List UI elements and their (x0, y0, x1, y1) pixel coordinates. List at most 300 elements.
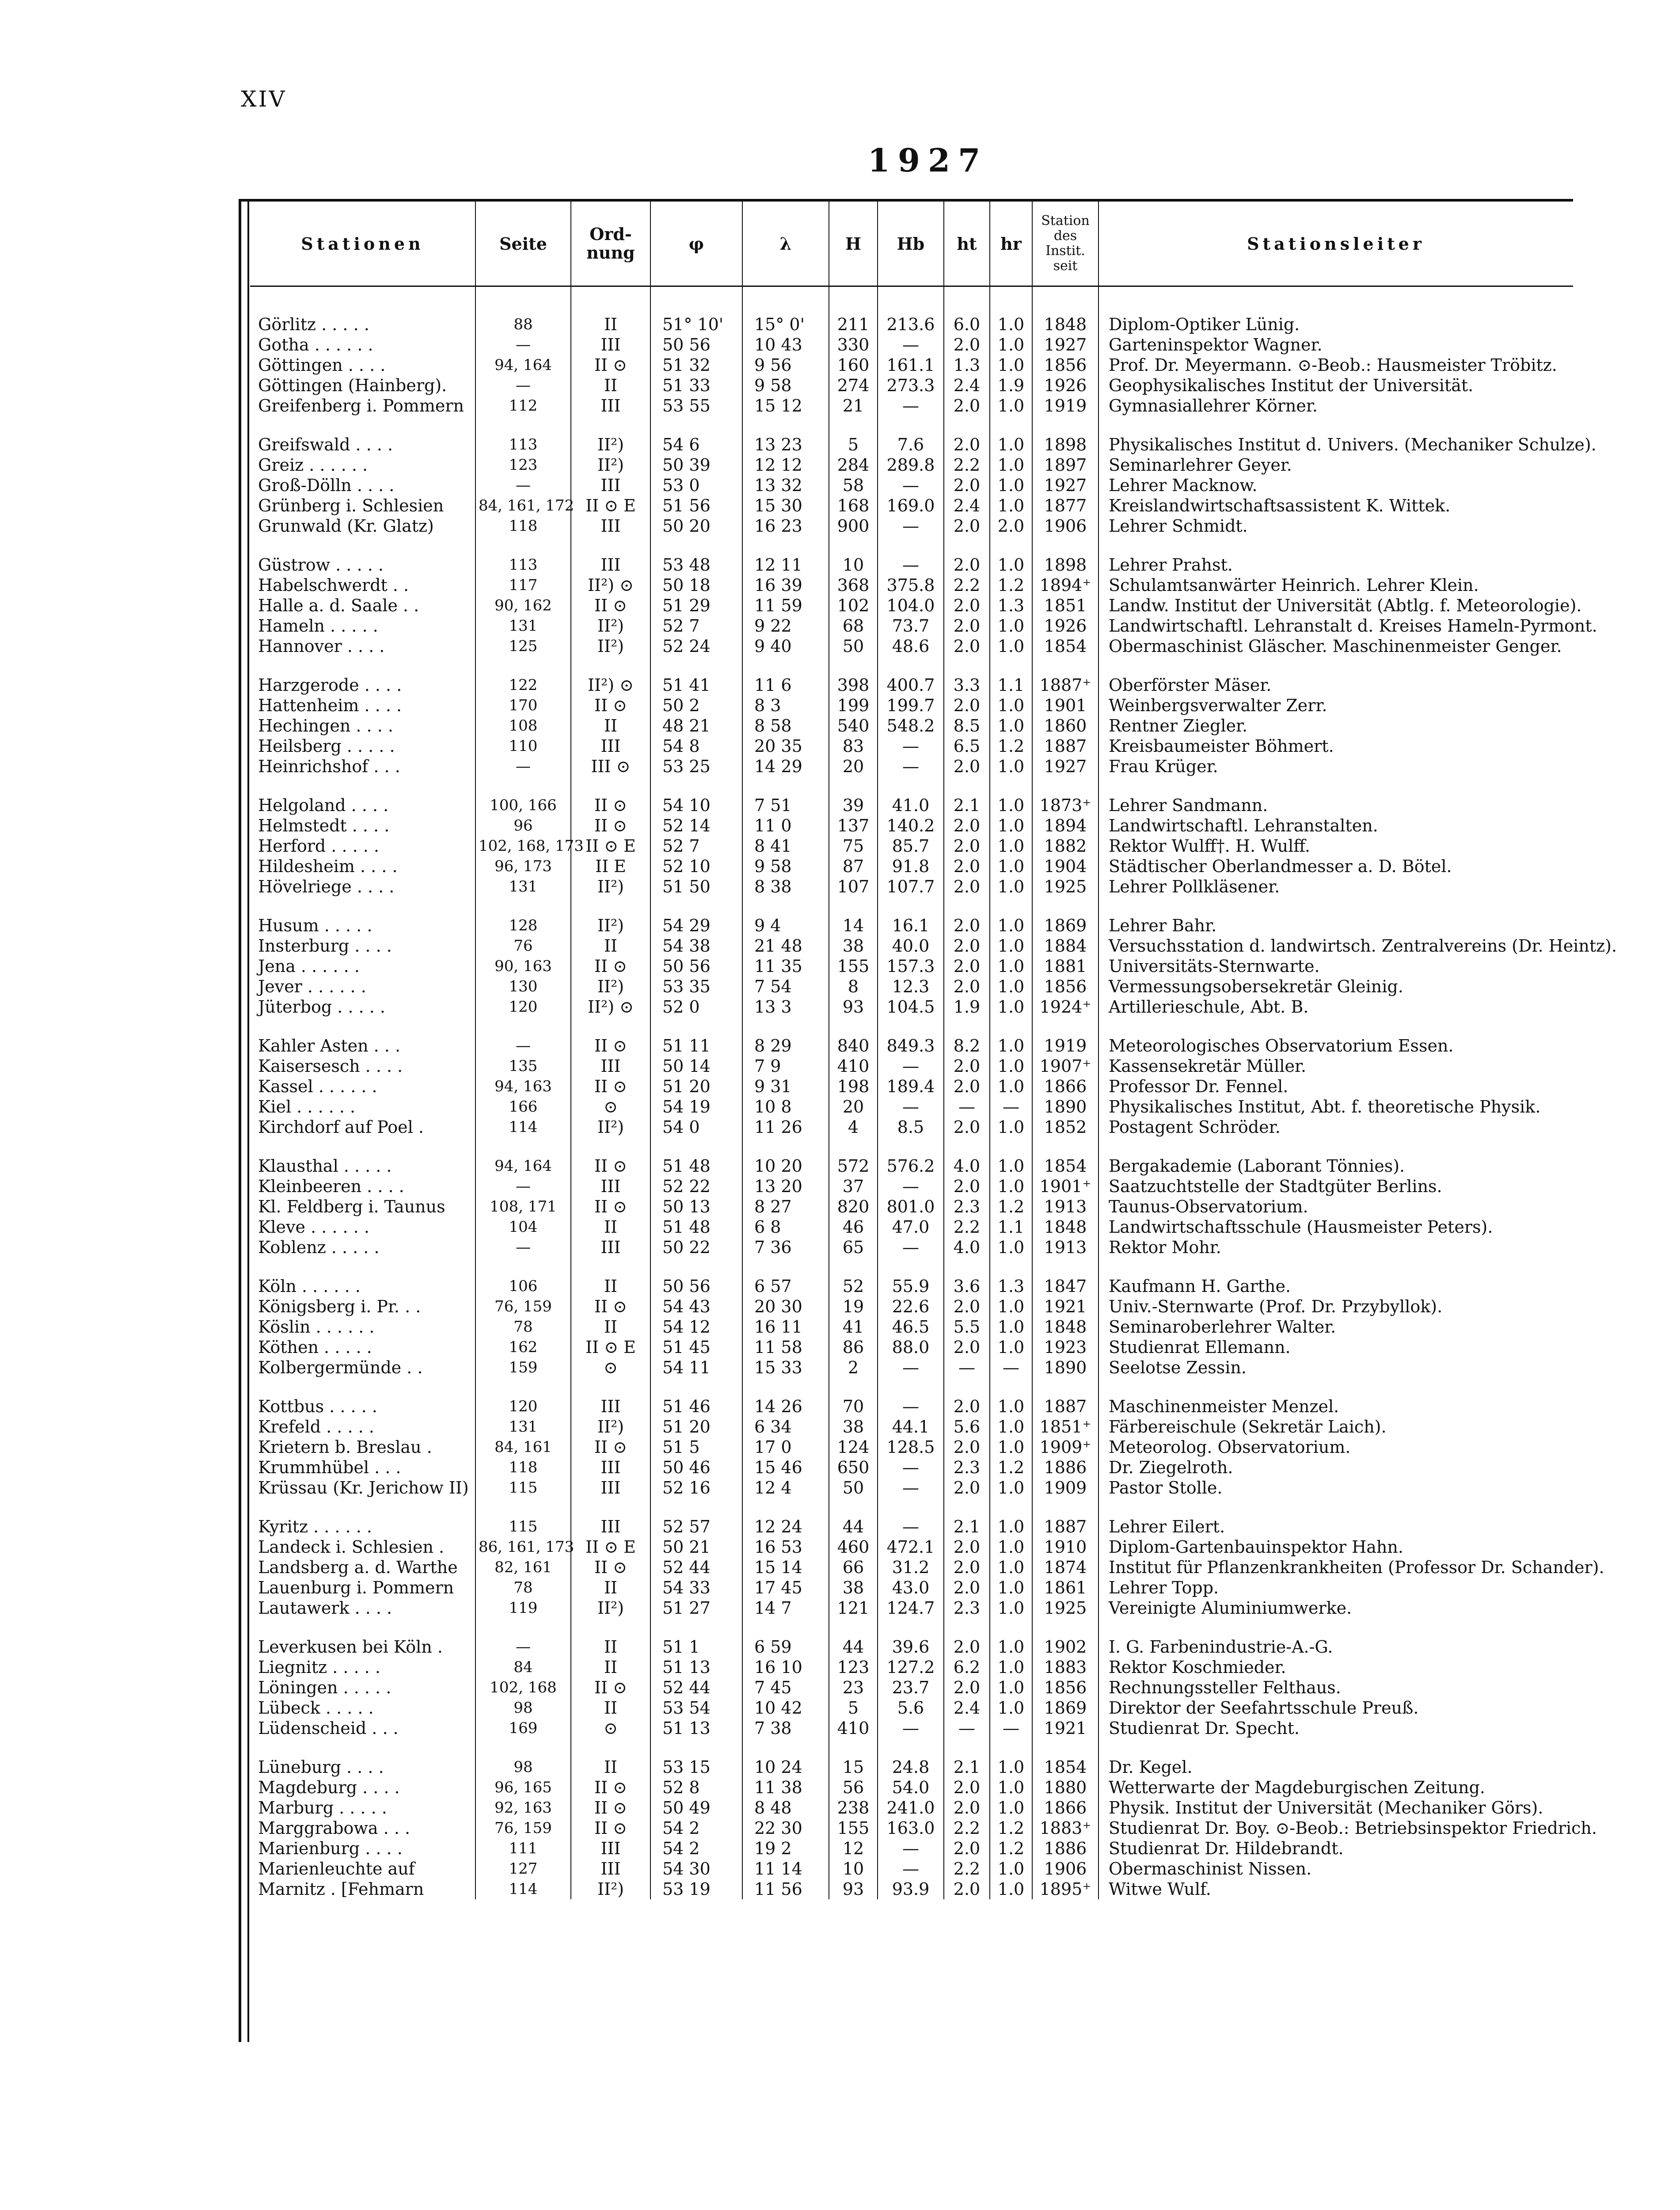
table-row (250, 1337, 1573, 1357)
spacer-cell (571, 1618, 650, 1637)
table-row (250, 1718, 1573, 1738)
spacer-cell (990, 1738, 1032, 1757)
spacer-cell (475, 1738, 571, 1757)
spacer-cell (742, 1618, 829, 1637)
spacer-cell (1098, 1137, 1573, 1156)
height-h: 38 (829, 1577, 878, 1598)
height-h: 160 (829, 355, 878, 375)
table-row (250, 375, 1573, 396)
height-hb: 124.7 (878, 1598, 944, 1618)
longitude: 15 33 (742, 1357, 829, 1378)
spacer-cell (250, 1738, 475, 1757)
longitude: 16 10 (742, 1657, 829, 1677)
station-leader: Univ.-Sternwarte (Prof. Dr. Przybyllok). (1109, 1297, 1443, 1316)
spacer-cell (1098, 1257, 1573, 1276)
height-h: 572 (829, 1156, 878, 1176)
spacer-cell (1098, 656, 1573, 675)
height-ht: 2.0 (944, 1838, 990, 1859)
longitude: 9 22 (742, 616, 829, 636)
spacer-cell (475, 897, 571, 915)
spacer-cell (1098, 897, 1573, 915)
station-name: Kaisersesch . . . . (250, 1056, 475, 1076)
station-name: Lüneburg . . . . (250, 1757, 475, 1777)
table-row (250, 936, 1573, 956)
spacer-cell (250, 1378, 475, 1396)
height-hb: 472.1 (878, 1537, 944, 1557)
spacer-cell (944, 1618, 990, 1637)
station-leader: Städtischer Oberlandmesser a. D. Bötel. (1109, 857, 1452, 876)
ordnung: II ⊙ (571, 1798, 650, 1818)
spacer-cell (571, 1378, 650, 1396)
station-leader: Weinbergsverwalter Zerr. (1109, 696, 1327, 715)
station-name: Magdeburg . . . . (250, 1777, 475, 1798)
col-header-hr: hr (990, 202, 1032, 286)
height-h: 410 (829, 1718, 878, 1738)
height-hb: 104.5 (878, 997, 944, 1017)
height-ht: 2.0 (944, 516, 990, 536)
height-hr: 1.0 (990, 475, 1032, 495)
spacer-cell (1098, 1378, 1573, 1396)
station-leader: Kaufmann H. Garthe. (1109, 1276, 1291, 1296)
height-hb: 5.6 (878, 1698, 944, 1718)
table-row (250, 1677, 1573, 1698)
height-h: 86 (829, 1337, 878, 1357)
ordnung: II ⊙ (571, 355, 650, 375)
spacer-cell (742, 416, 829, 434)
longitude: 16 23 (742, 516, 829, 536)
height-ht: 2.0 (944, 1677, 990, 1698)
height-h: 4 (829, 1117, 878, 1137)
station-leader: Obermaschinist Nissen. (1109, 1859, 1312, 1878)
height-h: 70 (829, 1396, 878, 1417)
height-hr: 1.0 (990, 616, 1032, 636)
spacer-cell (475, 1378, 571, 1396)
station-leader: Frau Krüger. (1109, 757, 1218, 776)
spacer-cell (878, 416, 944, 434)
ordnung: III (571, 1237, 650, 1257)
longitude: 16 39 (742, 575, 829, 595)
height-hr: 1.0 (990, 1677, 1032, 1698)
spacer-cell (250, 1498, 475, 1517)
spacer-cell (475, 1618, 571, 1637)
height-hr: 1.0 (990, 434, 1032, 455)
height-ht: 2.0 (944, 396, 990, 416)
station-leader: Lehrer Prahst. (1109, 555, 1233, 575)
station-since: 1927 (1032, 756, 1098, 777)
station-since: 1906 (1032, 516, 1098, 536)
table-row (250, 1478, 1573, 1498)
station-leader: Physik. Institut der Universität (Mechaniker Görs). (1109, 1798, 1543, 1818)
table-row (250, 1517, 1573, 1537)
longitude: 17 45 (742, 1577, 829, 1598)
table-row (250, 335, 1573, 355)
height-ht: 2.2 (944, 455, 990, 475)
height-hb: — (878, 1457, 944, 1478)
station-leader: Lehrer Sandmann. (1109, 796, 1268, 815)
station-name: Herford . . . . . (250, 836, 475, 856)
table-row (250, 355, 1573, 375)
latitude: 48 21 (650, 716, 742, 736)
page-ref: 131 (475, 616, 571, 636)
station-since: 1880 (1032, 1777, 1098, 1798)
height-hr: 1.2 (990, 1196, 1032, 1217)
table-row (250, 1076, 1573, 1097)
longitude: 9 58 (742, 375, 829, 396)
height-ht: 2.0 (944, 976, 990, 997)
height-ht: 2.0 (944, 1557, 990, 1577)
latitude: 54 33 (650, 1577, 742, 1598)
station-name: Köslin . . . . . . (250, 1317, 475, 1337)
station-leader: Obermaschinist Gläscher. Maschinenmeister Genger. (1109, 636, 1562, 656)
height-h: 56 (829, 1777, 878, 1798)
height-h: 284 (829, 455, 878, 475)
height-h: 330 (829, 335, 878, 355)
height-ht: 2.0 (944, 335, 990, 355)
ordnung: III (571, 736, 650, 756)
spacer-cell (829, 286, 878, 315)
height-hb: 12.3 (878, 976, 944, 997)
longitude: 16 53 (742, 1537, 829, 1557)
station-leader: Kassensekretär Müller. (1109, 1056, 1307, 1076)
ordnung: II (571, 1217, 650, 1237)
table-row (250, 1798, 1573, 1818)
ordnung: ⊙ (571, 1718, 650, 1738)
page-ref: 96, 165 (475, 1777, 571, 1798)
ordnung: II²) (571, 1879, 650, 1899)
spacer-cell (250, 1017, 475, 1036)
height-h: 14 (829, 915, 878, 936)
height-h: 155 (829, 956, 878, 976)
ordnung: II ⊙ (571, 815, 650, 836)
longitude: 9 58 (742, 856, 829, 876)
height-h: 274 (829, 375, 878, 396)
height-hr: 1.0 (990, 856, 1032, 876)
height-hr: 1.0 (990, 716, 1032, 736)
height-ht: 2.0 (944, 815, 990, 836)
spacer-cell (1098, 1738, 1573, 1757)
height-h: 107 (829, 876, 878, 897)
table-row (250, 1217, 1573, 1237)
height-h: 198 (829, 1076, 878, 1097)
station-name: Hannover . . . . (250, 636, 475, 656)
height-hr: 1.0 (990, 1396, 1032, 1417)
spacer-cell (1098, 777, 1573, 795)
station-since: 1877 (1032, 495, 1098, 516)
station-name: Lauenburg i. Pommern (250, 1577, 475, 1598)
page-ref: 135 (475, 1056, 571, 1076)
page-ref: 128 (475, 915, 571, 936)
spacer-cell (742, 777, 829, 795)
spacer-cell (1032, 777, 1098, 795)
station-name: Marienburg . . . . (250, 1838, 475, 1859)
height-hr: 1.0 (990, 1317, 1032, 1337)
col-header-hb: Hb (878, 202, 944, 286)
table-row (250, 1317, 1573, 1337)
latitude: 51 20 (650, 1417, 742, 1437)
page-ref: 92, 163 (475, 1798, 571, 1818)
ordnung: II²) (571, 616, 650, 636)
height-hr: — (990, 1718, 1032, 1738)
height-hr: 1.0 (990, 695, 1032, 716)
spacer-cell (944, 897, 990, 915)
latitude: 50 13 (650, 1196, 742, 1217)
ordnung: III (571, 555, 650, 575)
longitude: 9 56 (742, 355, 829, 375)
ordnung: III (571, 475, 650, 495)
station-since: 1902 (1032, 1637, 1098, 1657)
page-ref: 118 (475, 1457, 571, 1478)
station-name: Kassel . . . . . . (250, 1076, 475, 1097)
latitude: 50 56 (650, 335, 742, 355)
station-leader: Färbereischule (Sekretär Laich). (1109, 1417, 1387, 1436)
height-hr: 1.2 (990, 1838, 1032, 1859)
station-since: 1925 (1032, 876, 1098, 897)
station-name: Lautawerk . . . . (250, 1598, 475, 1618)
latitude: 50 39 (650, 455, 742, 475)
height-ht: 2.0 (944, 1337, 990, 1357)
longitude: 7 51 (742, 795, 829, 815)
ordnung: II (571, 716, 650, 736)
height-hr: 1.0 (990, 455, 1032, 475)
page-ref: 88 (475, 314, 571, 335)
station-since: 1901 (1032, 695, 1098, 716)
latitude: 54 6 (650, 434, 742, 455)
station-name: Hechingen . . . . (250, 716, 475, 736)
station-leader: Maschinenmeister Menzel. (1109, 1397, 1339, 1416)
height-hb: 46.5 (878, 1317, 944, 1337)
height-hb: 8.5 (878, 1117, 944, 1137)
height-hr: 1.0 (990, 1076, 1032, 1097)
latitude: 51 45 (650, 1337, 742, 1357)
station-name: Kirchdorf auf Poel . (250, 1117, 475, 1137)
station-leader: Seminarlehrer Geyer. (1109, 455, 1292, 475)
station-since: 1909 (1032, 1478, 1098, 1498)
station-leader: Landwirtschaftl. Lehranstalt d. Kreises Hameln-Pyrmont. (1109, 616, 1597, 636)
table-row (250, 976, 1573, 997)
spacer-cell (878, 1017, 944, 1036)
col-header-stationen: Stationen (250, 202, 475, 286)
height-hr: 1.0 (990, 1537, 1032, 1557)
height-ht: 8.5 (944, 716, 990, 736)
page-ref: 84 (475, 1657, 571, 1677)
longitude: 6 57 (742, 1276, 829, 1296)
station-name: Greiz . . . . . . (250, 455, 475, 475)
row-spacer (250, 1378, 1573, 1396)
table-row (250, 1537, 1573, 1557)
station-since: 1913 (1032, 1196, 1098, 1217)
spacer-cell (475, 1017, 571, 1036)
height-hb: 47.0 (878, 1217, 944, 1237)
height-ht: — (944, 1097, 990, 1117)
longitude: 9 31 (742, 1076, 829, 1097)
table-row (250, 716, 1573, 736)
height-h: 2 (829, 1357, 878, 1378)
page-ref: 94, 163 (475, 1076, 571, 1097)
page-ref: 120 (475, 1396, 571, 1417)
height-ht: 2.0 (944, 1296, 990, 1317)
page-ref: 118 (475, 516, 571, 536)
height-hb: 199.7 (878, 695, 944, 716)
height-h: 124 (829, 1437, 878, 1457)
height-hr: 1.3 (990, 1276, 1032, 1296)
table-row (250, 475, 1573, 495)
latitude: 54 30 (650, 1859, 742, 1879)
height-hr: 1.0 (990, 1777, 1032, 1798)
spacer-cell (878, 536, 944, 555)
page-ref: 96, 173 (475, 856, 571, 876)
latitude: 53 35 (650, 976, 742, 997)
row-spacer (250, 1017, 1573, 1036)
station-since: 1847 (1032, 1276, 1098, 1296)
ordnung: II ⊙ (571, 1036, 650, 1056)
longitude: 14 26 (742, 1396, 829, 1417)
table-row (250, 1818, 1573, 1838)
table-body (250, 286, 1617, 1900)
station-name: Habelschwerdt . . (250, 575, 475, 595)
table-row (250, 1437, 1573, 1457)
latitude: 50 49 (650, 1798, 742, 1818)
height-hr: 1.2 (990, 575, 1032, 595)
station-since: 1848 (1032, 1217, 1098, 1237)
station-table (250, 202, 1617, 1899)
spacer-cell (878, 1378, 944, 1396)
station-name: Kiel . . . . . . (250, 1097, 475, 1117)
station-since: 1921 (1032, 1296, 1098, 1317)
latitude: 51 20 (650, 1076, 742, 1097)
station-leader: Lehrer Schmidt. (1109, 516, 1248, 536)
height-hb: 241.0 (878, 1798, 944, 1818)
height-hb: 23.7 (878, 1677, 944, 1698)
station-since: 1904 (1032, 856, 1098, 876)
station-name: Jever . . . . . . (250, 976, 475, 997)
height-hr: 1.0 (990, 795, 1032, 815)
longitude: 6 59 (742, 1637, 829, 1657)
height-ht: 3.6 (944, 1276, 990, 1296)
spacer-cell (944, 777, 990, 795)
spacer-cell (990, 656, 1032, 675)
height-hr: 1.0 (990, 1879, 1032, 1899)
height-ht: 2.2 (944, 1217, 990, 1237)
station-leader: Witwe Wulf. (1109, 1879, 1211, 1899)
height-h: 5 (829, 1698, 878, 1718)
station-name: Hildesheim . . . . (250, 856, 475, 876)
spacer-cell (475, 536, 571, 555)
page-ref: — (475, 375, 571, 396)
longitude: 11 14 (742, 1859, 829, 1879)
height-ht: 2.0 (944, 555, 990, 575)
station-since: 1926 (1032, 375, 1098, 396)
height-ht: 6.2 (944, 1657, 990, 1677)
ordnung: II (571, 314, 650, 335)
spacer-cell (250, 1618, 475, 1637)
longitude: 10 24 (742, 1757, 829, 1777)
station-name: Kyritz . . . . . . (250, 1517, 475, 1537)
table-row (250, 1396, 1573, 1417)
height-h: 820 (829, 1196, 878, 1217)
longitude: 7 9 (742, 1056, 829, 1076)
station-leader: Taunus-Observatorium. (1109, 1197, 1308, 1216)
height-ht: 2.0 (944, 1117, 990, 1137)
spacer-cell (250, 1257, 475, 1276)
spacer-cell (829, 656, 878, 675)
height-hr: 1.0 (990, 1478, 1032, 1498)
spacer-cell (829, 1378, 878, 1396)
station-since: 1856 (1032, 1677, 1098, 1698)
longitude: 15 14 (742, 1557, 829, 1577)
latitude: 54 0 (650, 1117, 742, 1137)
row-spacer (250, 1498, 1573, 1517)
ordnung: II ⊙ E (571, 1537, 650, 1557)
height-hb: — (878, 1517, 944, 1537)
height-ht: 2.0 (944, 434, 990, 455)
station-name: Grünberg i. Schlesien (250, 495, 475, 516)
longitude: 8 38 (742, 876, 829, 897)
height-hr: 1.0 (990, 1598, 1032, 1618)
ordnung: II ⊙ (571, 1196, 650, 1217)
page-ref: 90, 162 (475, 595, 571, 616)
latitude: 54 12 (650, 1317, 742, 1337)
latitude: 50 20 (650, 516, 742, 536)
station-name: Kolbergermünde . . (250, 1357, 475, 1378)
spacer-cell (742, 1017, 829, 1036)
page-ref: — (475, 1176, 571, 1196)
station-since: 1886 (1032, 1838, 1098, 1859)
spacer-cell (571, 777, 650, 795)
station-name: Halle a. d. Saale . . (250, 595, 475, 616)
spacer-cell (571, 1137, 650, 1156)
station-since: 1919 (1032, 396, 1098, 416)
station-name: Krummhübel . . . (250, 1457, 475, 1478)
longitude: 10 8 (742, 1097, 829, 1117)
spacer-cell (1032, 1137, 1098, 1156)
height-h: 840 (829, 1036, 878, 1056)
latitude: 50 2 (650, 695, 742, 716)
col-header-stationsleiter: Stationsleiter (1098, 202, 1573, 286)
spacer-cell (1098, 1017, 1573, 1036)
ordnung: III (571, 396, 650, 416)
station-leader: Physikalisches Institut d. Univers. (Mechaniker Schulze). (1109, 435, 1596, 454)
ordnung: II (571, 1276, 650, 1296)
spacer-cell (571, 1498, 650, 1517)
station-leader: Meteorologisches Observatorium Essen. (1109, 1036, 1454, 1055)
station-name: Köthen . . . . . (250, 1337, 475, 1357)
latitude: 50 56 (650, 956, 742, 976)
station-leader: Kreislandwirtschaftsassistent K. Wittek. (1109, 496, 1451, 515)
station-leader: Landwirtschaftl. Lehranstalten. (1109, 816, 1378, 835)
latitude: 53 19 (650, 1879, 742, 1899)
height-hb: — (878, 1859, 944, 1879)
ordnung: III (571, 516, 650, 536)
height-hr: 1.0 (990, 1036, 1032, 1056)
longitude: 11 58 (742, 1337, 829, 1357)
height-hb: 213.6 (878, 314, 944, 335)
station-since: 1887 (1032, 736, 1098, 756)
height-hr: 1.0 (990, 997, 1032, 1017)
ordnung: II (571, 375, 650, 396)
height-ht: 2.0 (944, 856, 990, 876)
table-row (250, 1296, 1573, 1317)
height-h: 20 (829, 1097, 878, 1117)
latitude: 52 57 (650, 1517, 742, 1537)
latitude: 51° 10' (650, 314, 742, 335)
page-ref: 159 (475, 1357, 571, 1378)
spacer-cell (1098, 416, 1573, 434)
height-hr: 1.0 (990, 815, 1032, 836)
latitude: 52 7 (650, 836, 742, 856)
page-ref: 108 (475, 716, 571, 736)
station-leader: Kreisbaumeister Böhmert. (1109, 736, 1334, 756)
latitude: 54 8 (650, 736, 742, 756)
